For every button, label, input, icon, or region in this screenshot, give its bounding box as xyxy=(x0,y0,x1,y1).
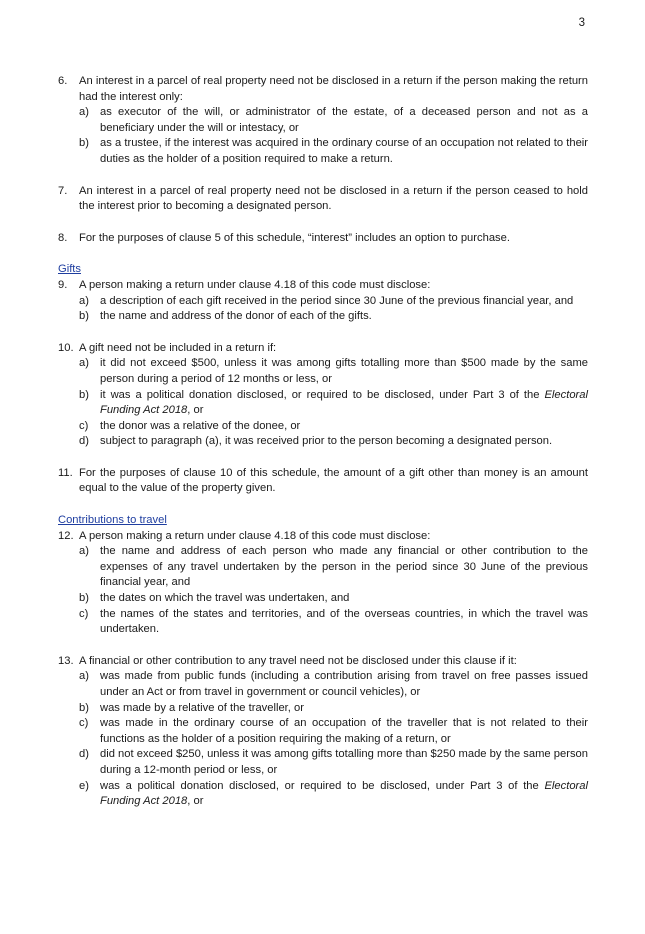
clause-text: A person making a return under clause 4.18 of this code must disclose: xyxy=(79,529,431,542)
section-heading-gifts: Gifts xyxy=(58,263,81,276)
sub-item: e) was a political donation disclosed, or required to be disclosed, under Part 3 of the Electoral Funding Act 2018, or xyxy=(79,779,588,808)
clause-12 xyxy=(58,529,588,638)
clause-6 xyxy=(58,74,588,168)
clause-7 xyxy=(58,184,588,215)
sub-item: b) it was a political donation disclosed, or required to be disclosed, under Part 3 of the Electoral Funding Act 2018, or xyxy=(79,388,588,417)
sub-item: b) the name and address of the donor of each of the gifts. xyxy=(79,310,372,323)
clause-number: 11. xyxy=(58,466,73,479)
clause-number: 7. xyxy=(58,184,68,197)
sub-item: b) the dates on which the travel was undertaken, and xyxy=(79,592,350,605)
sub-item: d) did not exceed $250, unless it was among gifts totalling more than $250 made by the same person during a 12-month period or less, or xyxy=(79,748,588,776)
clause-text: An interest in a parcel of real property need not be disclosed in a return if the person making the return had the interest only: xyxy=(79,75,588,103)
clause-11 xyxy=(58,466,588,497)
sub-item: a) was made from public funds (including a contribution arising from travel on free passes issued under an Act or from travel in government or council vehicles), or xyxy=(79,670,588,698)
clause-text: A gift need not be included in a return if: xyxy=(79,341,277,354)
sub-item: c) was made in the ordinary course of an occupation of the traveller that is not related to their functions as the holder of a position requiring the making of a return, or xyxy=(79,717,588,745)
clause-text: For the purposes of clause 5 of this schedule, “interest” includes an option to purchase. xyxy=(79,231,510,244)
clause-8 xyxy=(58,231,588,247)
clause-number: 8. xyxy=(58,231,68,244)
clause-text: An interest in a parcel of real property need not be disclosed in a return if the person ceased to hold the interest prior to becoming a designated person. xyxy=(79,184,588,213)
sub-item: c) the names of the states and territories, and of the overseas countries, in which the travel was undertaken. xyxy=(79,607,588,636)
clause-10 xyxy=(58,341,588,450)
clause-text: A person making a return under clause 4.18 of this code must disclose: xyxy=(79,278,431,291)
clause-number: 10. xyxy=(58,341,74,354)
sub-item: d) subject to paragraph (a), it was received prior to the person becoming a designated person. xyxy=(79,435,553,448)
sub-item: b) was made by a relative of the traveller, or xyxy=(79,701,304,714)
clause-number: 6. xyxy=(58,75,68,87)
sub-item: c) the donor was a relative of the donee, or xyxy=(79,419,301,432)
clause-number: 13. xyxy=(58,654,74,667)
act-title: Electoral Funding Act 2018 xyxy=(100,779,588,808)
sub-item: a) it did not exceed $500, unless it was among gifts totalling more than $500 made by the same person during a period of 12 months or less, or xyxy=(79,357,588,385)
clause-9 xyxy=(58,278,588,325)
sub-item: a) as executor of the will, or administrator of the estate, of a deceased person and not as a beneficiary under the will or intestacy, or xyxy=(79,106,588,134)
clause-text: For the purposes of clause 10 of this schedule, the amount of a gift other than money is an amount equal to the value of the property given. xyxy=(79,466,588,495)
page-number: 3 xyxy=(578,17,585,29)
sub-item: a) the name and address of each person who made any financial or other contribution to the expenses of any travel undertaken by the person in the period since 30 June of the previous financial year, and xyxy=(79,545,588,589)
sub-item: a) a description of each gift received in the period since 30 June of the previous financial year, and xyxy=(79,294,574,307)
document-body xyxy=(58,74,588,810)
clause-number: 12. xyxy=(58,529,74,542)
clause-13 xyxy=(58,654,588,810)
sub-item: b) as a trustee, if the interest was acquired in the ordinary course of an occupation not related to their duties as the holder of a position required to make a return. xyxy=(79,137,588,165)
clause-text: A financial or other contribution to any travel need not be disclosed under this clause if it: xyxy=(79,654,517,667)
act-title: Electoral Funding Act 2018 xyxy=(100,388,588,417)
section-heading-travel: Contributions to travel xyxy=(58,514,167,527)
clause-number: 9. xyxy=(58,278,68,291)
